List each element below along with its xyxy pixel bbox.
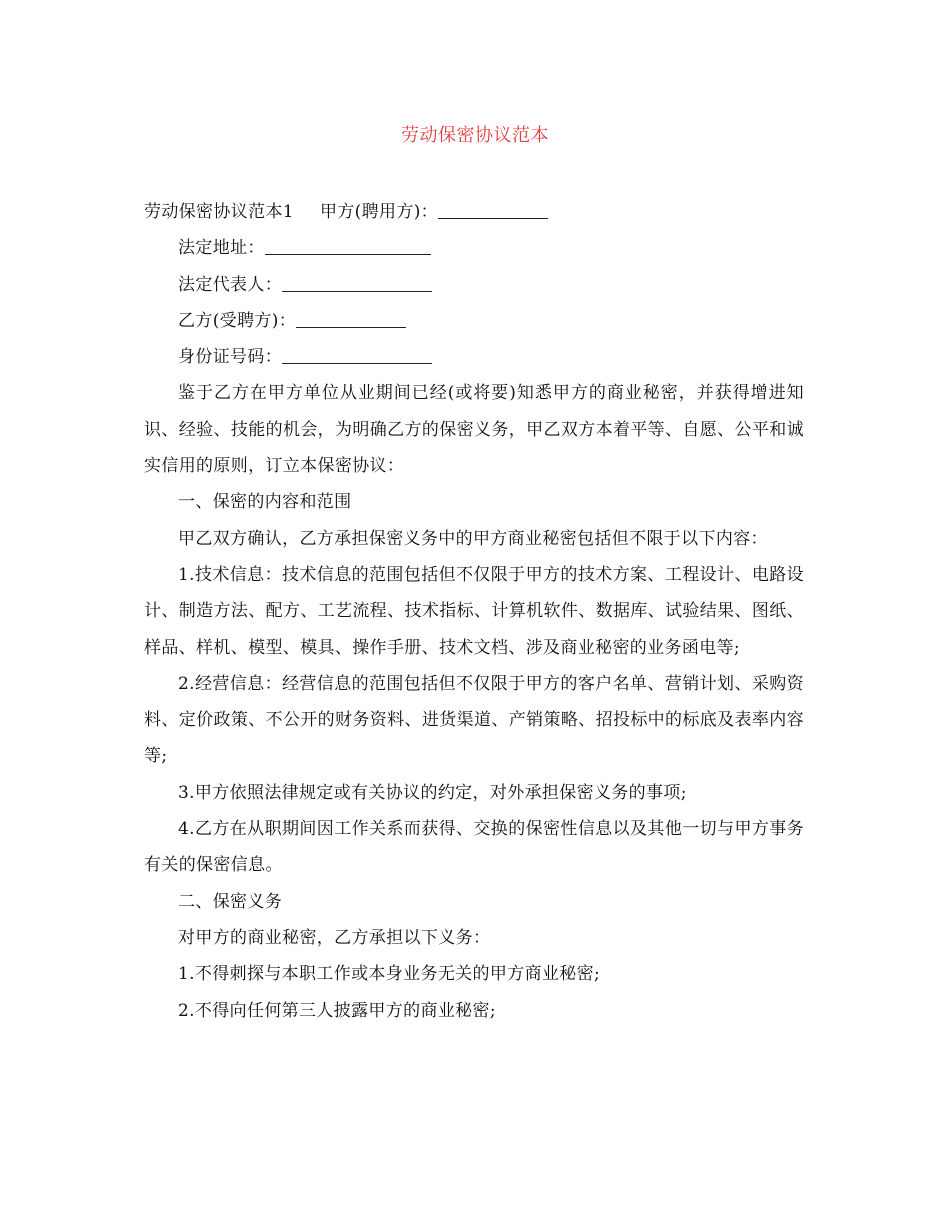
party-b-blank <box>296 307 406 328</box>
section-1-title: 一、保密的内容和范围 <box>178 492 352 513</box>
section-1-intro: 甲乙双方确认，乙方承担保密义务中的甲方商业秘密包括但不限于以下内容： <box>178 528 768 549</box>
clause-legal-obligation: 3.甲方依照法律规定或有关协议的约定，对外承担保密义务的事项; <box>178 782 687 803</box>
section-2-intro: 对甲方的商业秘密，乙方承担以下义务： <box>178 927 491 948</box>
legal-address-blank <box>265 234 431 255</box>
id-number-line <box>144 339 804 375</box>
legal-address-line <box>144 230 804 266</box>
legal-representative-line <box>144 267 804 303</box>
duty-1: 1.不得刺探与本职工作或本身业务无关的甲方商业秘密; <box>178 964 601 985</box>
document-body <box>144 194 804 1029</box>
heading-line <box>144 194 804 230</box>
legal-representative-blank <box>282 271 432 292</box>
section-2-title: 二、保密义务 <box>178 891 283 912</box>
legal-representative-label: 法定代表人： <box>178 274 283 295</box>
party-a-label: 甲方(聘用方)： <box>319 202 439 222</box>
id-number-label: 身份证号码： <box>178 347 283 368</box>
id-number-blank <box>282 343 432 364</box>
clause-technical-info: 1.技术信息：技术信息的范围包括但不仅限于甲方的技术方案、工程设计、电路设计、制造方法、配方、工艺流程、技术指标、计算机软件、数据库、试验结果、图纸、样品、样机、模型、模具、操作手册、技术文档、涉及商业秘密的业务函电等; <box>144 564 804 658</box>
preamble-paragraph: 鉴于乙方在甲方单位从业期间已经(或将要)知悉甲方的商业秘密，并获得增进知识、经验、技能的机会，为明确乙方的保密义务，甲乙双方本着平等、自愿、公平和诚实信用的原则，订立本保密协议： <box>144 383 804 477</box>
clause-business-info: 2.经营信息：经营信息的范围包括但不仅限于甲方的客户名单、营销计划、采购资料、定价政策、不公开的财务资料、进货渠道、产销策略、招投标中的标底及表率内容等; <box>144 673 804 767</box>
clause-confidential-info: 4.乙方在从职期间因工作关系而获得、交换的保密性信息以及其他一切与甲方事务有关的保密信息。 <box>144 819 804 876</box>
agreement-number: 劳动保密协议范本1 <box>144 202 294 222</box>
party-b-line <box>144 303 804 339</box>
legal-address-label: 法定地址： <box>178 238 265 259</box>
party-b-label: 乙方(受聘方)： <box>178 310 297 331</box>
party-a-blank <box>438 198 548 219</box>
document-title: 劳动保密协议范本 <box>401 125 549 146</box>
duty-2: 2.不得向任何第三人披露甲方的商业秘密; <box>178 1000 496 1021</box>
